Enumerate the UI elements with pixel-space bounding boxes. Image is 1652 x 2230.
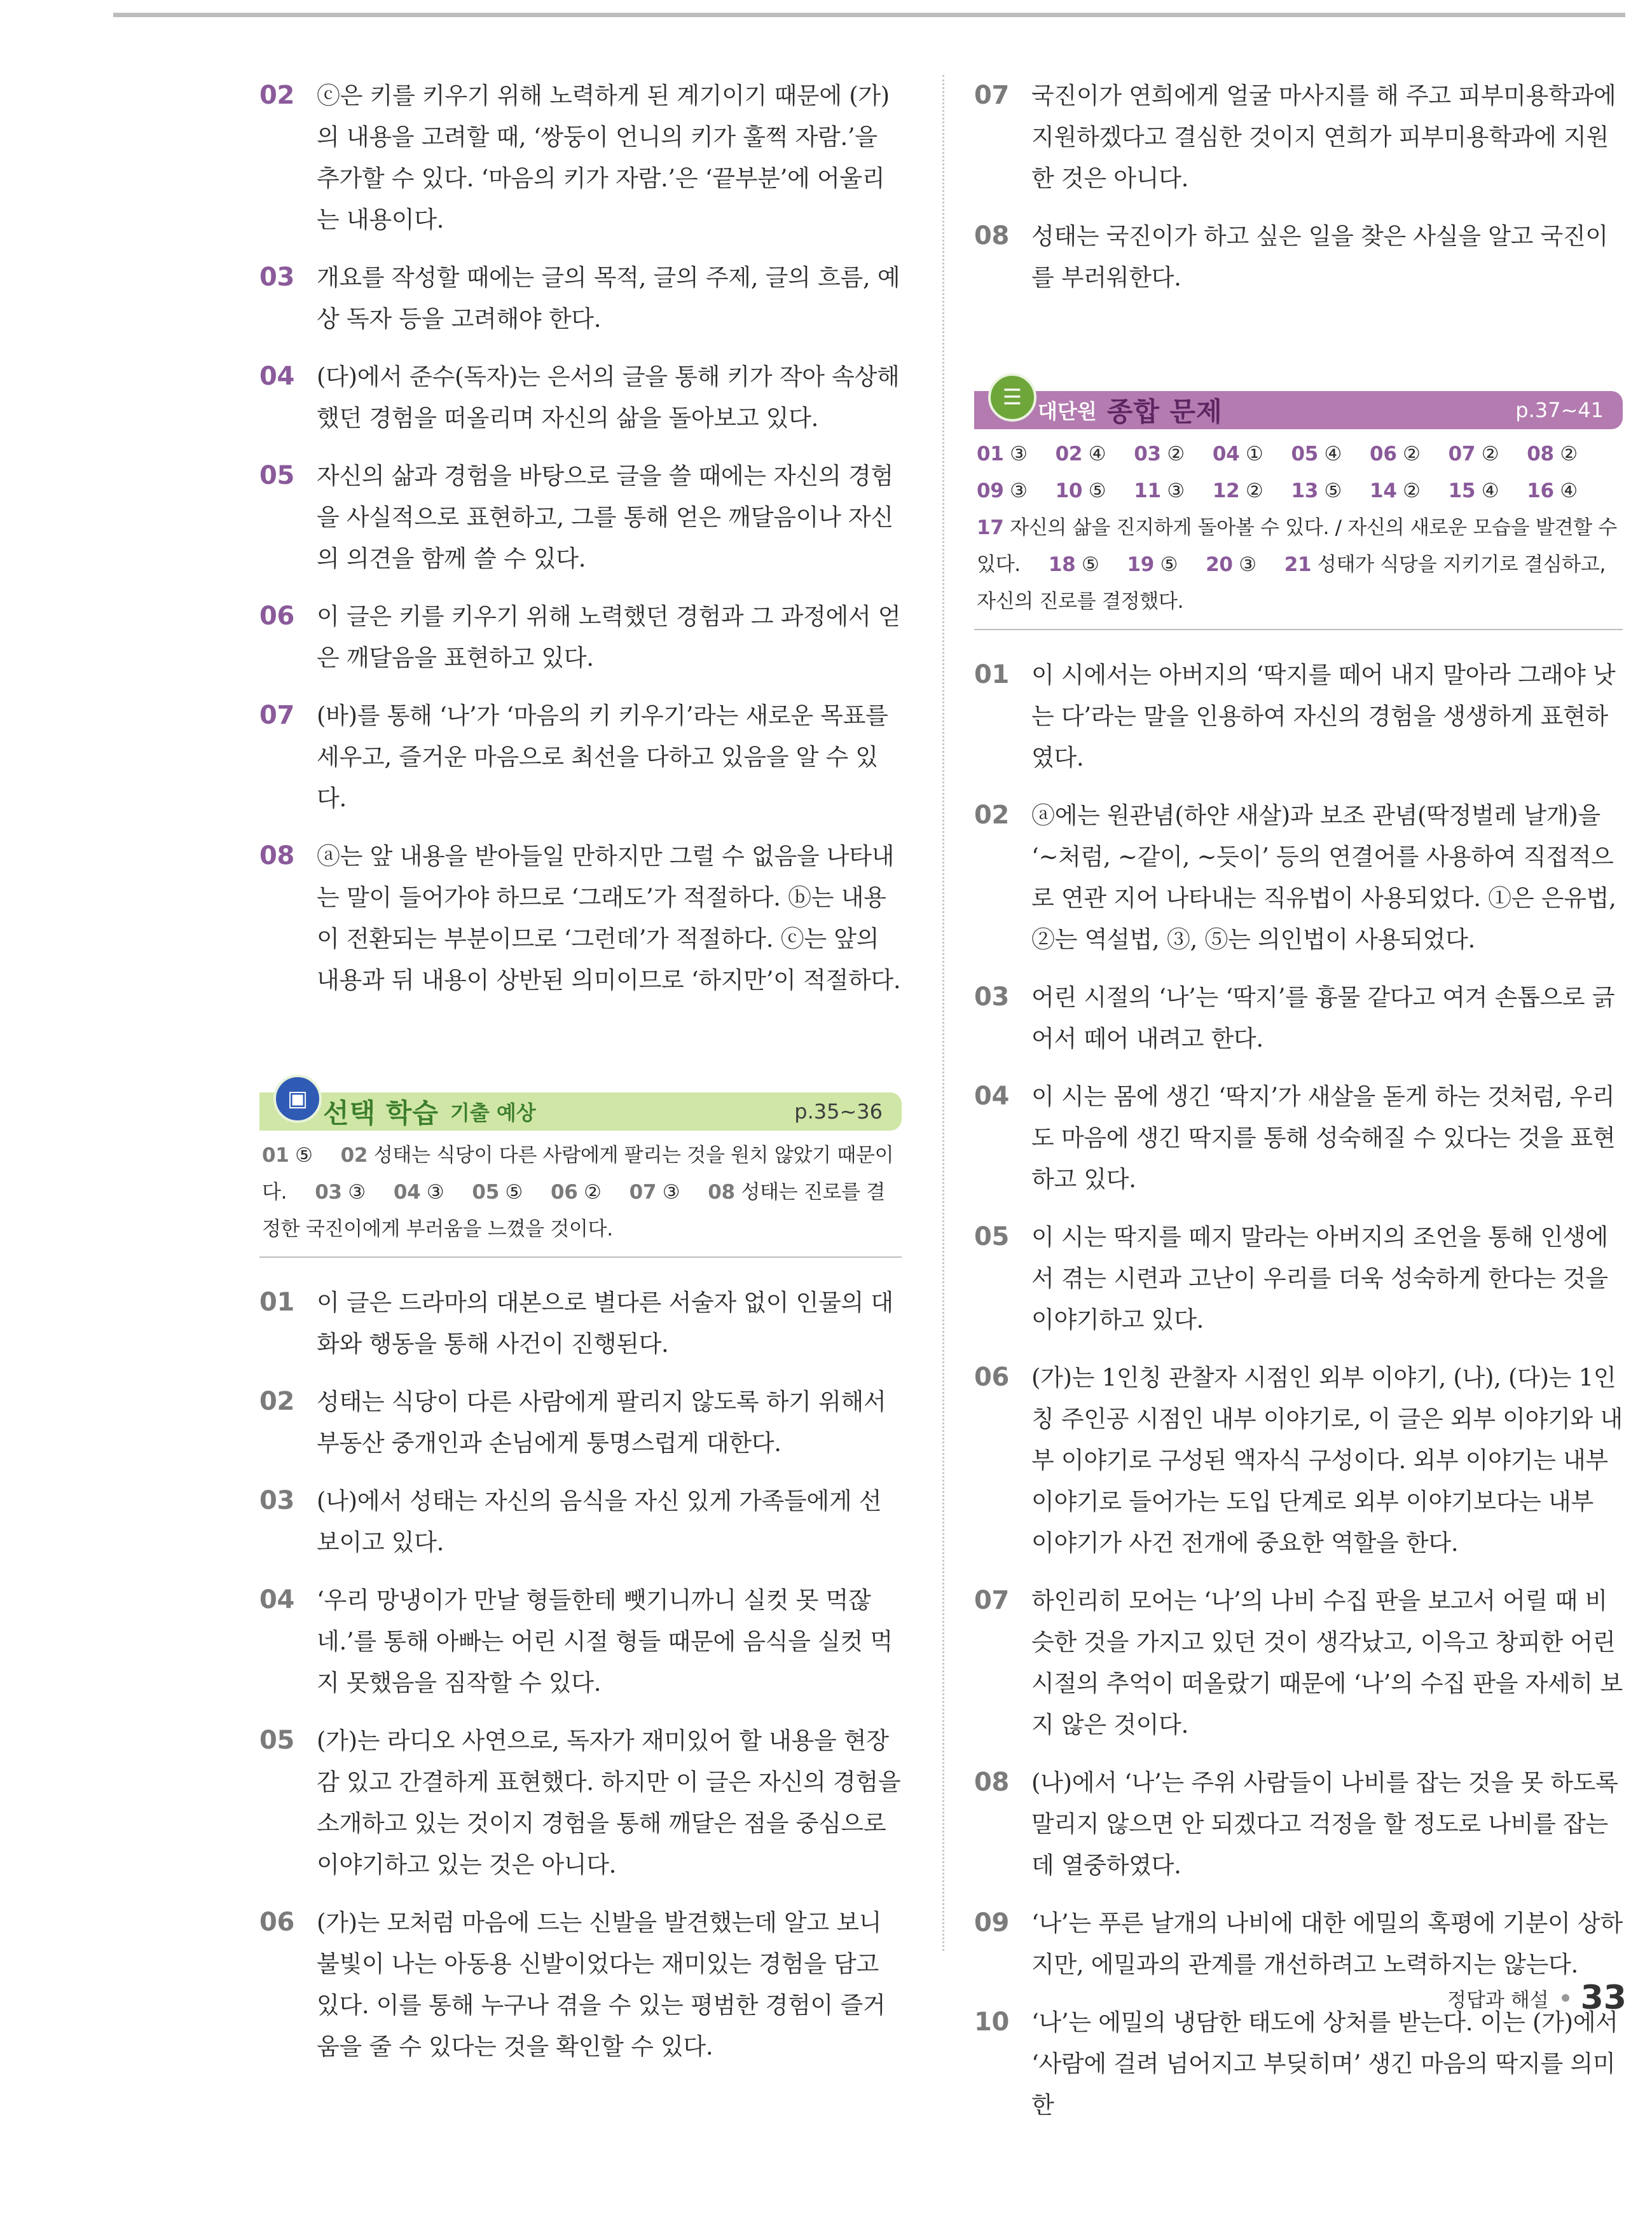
explanation-item bbox=[974, 75, 1623, 199]
explanation-item bbox=[259, 695, 902, 819]
select-study-title: 선택 학습 bbox=[323, 1098, 439, 1129]
page-number: 33 bbox=[1580, 1979, 1627, 2017]
item-number: 07 bbox=[974, 1586, 1010, 1615]
item-text: 성태는 식당이 다른 사람에게 팔리지 않도록 하기 위해서 부동산 중개인과 손님에게 퉁명스럽게 대한다. bbox=[317, 1388, 886, 1457]
item-text: ‘우리 망냉이가 만날 형들한테 뺏기니까니 실컷 못 먹잖네.’를 통해 아빠는 어린 시절 형들 때문에 음식을 실컷 먹지 못했음을 짐작할 수 있다. bbox=[317, 1586, 893, 1697]
item-text: (다)에서 준수(독자)는 은서의 글을 통해 키가 작아 속상해했던 경험을 떠올리며 자신의 삶을 돌아보고 있다. bbox=[317, 363, 900, 432]
item-text: (가)는 라디오 사연으로, 독자가 재미있어 할 내용을 현장감 있고 간결하게 표현했다. 하지만 이 글은 자신의 경험을 소개하고 있는 것이지 경험을 통해 깨달은 점을 중심으로 이야기하고 있는 것은 아니다. bbox=[317, 1727, 901, 1878]
item-number: 04 bbox=[259, 362, 295, 391]
item-text: ‘나’는 에밀의 냉담한 태도에 상처를 받는다. 이는 (가)에서 ‘사람에 걸려 넘어지고 부딪히며’ 생긴 마음의 딱지를 의미한 bbox=[1031, 2009, 1618, 2119]
item-number: 02 bbox=[259, 81, 295, 110]
answer-number: 17 bbox=[977, 516, 1004, 539]
explanation-item bbox=[259, 455, 902, 579]
answer-value: ④ bbox=[1560, 479, 1578, 502]
answer-entry bbox=[1449, 479, 1499, 502]
answer-entry bbox=[630, 1181, 680, 1204]
answer-number: 05 bbox=[1291, 443, 1318, 465]
item-number: 01 bbox=[974, 660, 1010, 689]
answer-value: ① bbox=[1245, 443, 1263, 465]
explanation-item bbox=[974, 1762, 1623, 1886]
explanation-item bbox=[259, 75, 902, 240]
item-number: 04 bbox=[259, 1585, 295, 1614]
item-number: 07 bbox=[259, 701, 295, 730]
answer-number: 06 bbox=[1370, 443, 1397, 465]
answer-entry bbox=[472, 1181, 523, 1204]
answer-entry bbox=[1370, 479, 1421, 502]
answer-value: ③ bbox=[348, 1181, 366, 1204]
page-footer bbox=[1447, 1979, 1627, 2017]
explanation-item bbox=[974, 2002, 1623, 2126]
answer-value: ④ bbox=[1324, 443, 1342, 465]
left-column bbox=[259, 75, 902, 2084]
unit-test-banner bbox=[974, 385, 1623, 429]
answer-entry bbox=[1213, 443, 1263, 465]
explanation-item bbox=[974, 1357, 1623, 1564]
item-number: 07 bbox=[974, 81, 1010, 110]
answer-entry bbox=[1056, 443, 1106, 465]
explanation-item bbox=[974, 216, 1623, 298]
item-number: 03 bbox=[974, 982, 1010, 1012]
answer-value: ⑤ bbox=[505, 1181, 523, 1204]
select-study-pages: p.35~36 bbox=[794, 1099, 883, 1124]
answer-value: ⑤ bbox=[1081, 553, 1099, 576]
item-number: 01 bbox=[259, 1288, 295, 1317]
explanation-item bbox=[259, 836, 902, 1001]
answer-entry bbox=[1206, 553, 1256, 576]
explanation-item bbox=[974, 977, 1623, 1059]
item-text: ‘나’는 푸른 날개의 나비에 대한 에밀의 혹평에 기분이 상하지만, 에밀과의 관계를 개선하려고 노력하지는 않는다. bbox=[1031, 1910, 1623, 1978]
item-number: 08 bbox=[259, 841, 295, 871]
answer-number: 02 bbox=[340, 1144, 368, 1167]
answer-value: ⑤ bbox=[1088, 479, 1106, 502]
item-text: 자신의 삶과 경험을 바탕으로 글을 쓸 때에는 자신의 경험을 사실적으로 표현하고, 그를 통해 얻은 깨달음이나 자신의 의견을 함께 쓸 수 있다. bbox=[317, 462, 893, 572]
answer-entry bbox=[1527, 443, 1578, 465]
answer-entry bbox=[1056, 479, 1106, 502]
footer-dot bbox=[1562, 1994, 1569, 2002]
answer-value: ③ bbox=[426, 1181, 444, 1204]
column-divider bbox=[942, 75, 944, 1951]
select-study-banner bbox=[259, 1086, 902, 1131]
answer-number: 07 bbox=[629, 1181, 657, 1204]
left-top-items bbox=[259, 75, 902, 1001]
item-text: 성태는 국진이가 하고 싶은 일을 찾은 사실을 알고 국진이를 부러워한다. bbox=[1031, 223, 1608, 291]
answer-number: 14 bbox=[1370, 479, 1397, 502]
item-number: 02 bbox=[974, 801, 1010, 830]
item-text: ⓒ은 키를 키우기 위해 노력하게 된 계기이기 때문에 (가)의 내용을 고려할 때, ‘쌍둥이 언니의 키가 훌쩍 자람.’을 추가할 수 있다. ‘마음의 키가 자람.’은 ‘끝부분’에 어울리는 내용이다. bbox=[317, 82, 890, 233]
explanation-item bbox=[259, 356, 902, 439]
item-text: 이 글은 키를 키우기 위해 노력했던 경험과 그 과정에서 얻은 깨달음을 표현하고 있다. bbox=[317, 603, 901, 671]
answer-number: 11 bbox=[1134, 479, 1161, 502]
answer-entry bbox=[1213, 479, 1263, 502]
item-text: 이 글은 드라마의 대본으로 별다른 서술자 없이 인물의 대화와 행동을 통해 사건이 진행된다. bbox=[317, 1289, 893, 1358]
answer-entry bbox=[1134, 479, 1185, 502]
answer-value: ③ bbox=[662, 1181, 680, 1204]
answer-number: 04 bbox=[1212, 443, 1240, 465]
explanation-item bbox=[974, 1076, 1623, 1200]
answer-value: ② bbox=[584, 1181, 602, 1204]
explanation-item bbox=[259, 1902, 902, 2067]
unit-items bbox=[974, 654, 1623, 2126]
answer-number: 08 bbox=[1527, 443, 1554, 465]
item-number: 04 bbox=[974, 1082, 1010, 1111]
answer-entry bbox=[1049, 553, 1099, 576]
answer-number: 08 bbox=[708, 1181, 735, 1204]
answer-number: 03 bbox=[315, 1181, 342, 1204]
answer-value: ③ bbox=[1239, 553, 1256, 576]
item-text: (바)를 통해 ‘나’가 ‘마음의 키 키우기’라는 새로운 목표를 세우고, 즐거운 마음으로 최선을 다하고 있음을 알 수 있다. bbox=[317, 702, 888, 812]
right-top-items bbox=[974, 75, 1623, 298]
explanation-item bbox=[259, 1480, 902, 1563]
chat-icon: ☰ bbox=[988, 373, 1036, 422]
answer-number: 03 bbox=[1134, 443, 1161, 465]
select-study-subtitle: 기출 예상 bbox=[450, 1101, 536, 1125]
item-number: 02 bbox=[259, 1387, 295, 1416]
item-text: 이 시는 딱지를 떼지 말라는 아버지의 조언을 통해 인생에서 겪는 시련과 고난이 우리를 더욱 성숙하게 한다는 것을 이야기하고 있다. bbox=[1031, 1223, 1608, 1333]
answer-number: 16 bbox=[1527, 479, 1554, 502]
answer-value: ⑤ bbox=[295, 1144, 313, 1167]
item-text: ⓐ에는 원관념(하얀 새살)과 보조 관념(딱정벌레 날개)을 ‘~처럼, ~같이, ~듯이’ 등의 연결어를 사용하여 직접적으로 연관 지어 나타내는 직유법이 사용되었다. ①은 은유법, ②는 역설법, ③, ⑤는 의인법이 사용되었다. bbox=[1031, 802, 1616, 953]
explanation-item bbox=[974, 1216, 1623, 1340]
answer-value: ③ bbox=[1010, 479, 1028, 502]
item-number: 08 bbox=[974, 221, 1010, 251]
answer-value: ④ bbox=[1088, 443, 1106, 465]
answer-number: 10 bbox=[1055, 479, 1083, 502]
answer-number: 21 bbox=[1284, 553, 1312, 576]
answer-value: 자신의 삶을 진지하게 돌아볼 수 있다. / 자신의 새로운 모습을 발견할 수 있다. bbox=[977, 516, 1617, 576]
item-text: 개요를 작성할 때에는 글의 목적, 글의 주제, 글의 흐름, 예상 독자 등을 고려해야 한다. bbox=[317, 264, 900, 333]
answer-value: 성태가 식당을 지키기로 결심하고, 자신의 진로를 결정했다. bbox=[977, 553, 1606, 613]
answer-entry bbox=[1527, 479, 1578, 502]
answer-value: ③ bbox=[1167, 479, 1185, 502]
answer-entry bbox=[262, 1144, 313, 1167]
item-text: (나)에서 ‘나’는 주위 사람들이 나비를 잡는 것을 못 하도록 말리지 않으면 안 되겠다고 걱정을 할 정도로 나비를 잡는 데 열중하였다. bbox=[1031, 1769, 1618, 1879]
answer-value: ② bbox=[1560, 443, 1578, 465]
answer-value: 성태는 식당이 다른 사람에게 팔리는 것을 원치 않았기 때문이다. bbox=[262, 1144, 894, 1204]
item-number: 05 bbox=[259, 1726, 295, 1755]
answer-number: 20 bbox=[1206, 553, 1233, 576]
answer-value: ② bbox=[1403, 479, 1421, 502]
unit-test-title: 종합 문제 bbox=[1106, 396, 1223, 427]
item-text: 이 시는 몸에 생긴 ‘딱지’가 새살을 돋게 하는 것처럼, 우리도 마음에 생긴 딱지를 통해 성숙해질 수 있다는 것을 표현하고 있다. bbox=[1031, 1083, 1616, 1193]
item-text: 어린 시절의 ‘나’는 ‘딱지’를 흉물 같다고 여겨 손톱으로 긁어서 떼어 내려고 한다. bbox=[1031, 984, 1615, 1052]
answer-entry bbox=[977, 443, 1028, 465]
item-number: 03 bbox=[259, 1486, 295, 1515]
answer-value: ② bbox=[1481, 443, 1499, 465]
right-column bbox=[974, 75, 1623, 2142]
answer-entry bbox=[394, 1181, 444, 1204]
answer-number: 06 bbox=[551, 1181, 578, 1204]
footer-label: 정답과 해설 bbox=[1447, 1988, 1549, 2012]
answer-number: 04 bbox=[393, 1181, 421, 1204]
answer-entry bbox=[977, 479, 1028, 502]
unit-test-pre: 대단원 bbox=[1038, 399, 1097, 423]
answer-number: 07 bbox=[1448, 443, 1476, 465]
answer-entry bbox=[1127, 553, 1178, 576]
explanation-item bbox=[974, 795, 1623, 960]
book-icon: ▣ bbox=[273, 1075, 322, 1123]
answer-entry bbox=[551, 1181, 602, 1204]
answer-value: ③ bbox=[1010, 443, 1028, 465]
explanation-item bbox=[974, 654, 1623, 778]
answer-number: 19 bbox=[1127, 553, 1155, 576]
answer-number: 15 bbox=[1448, 479, 1476, 502]
item-text: ⓐ는 앞 내용을 받아들일 만하지만 그럴 수 없음을 나타내는 말이 들어가야 하므로 ‘그래도’가 적절하다. ⓑ는 내용이 전환되는 부분이므로 ‘그런데’가 적절하다. ⓒ는 앞의 내용과 뒤 내용이 상반된 의미이므로 ‘하지만’이 적절하다. bbox=[317, 843, 901, 994]
answer-number: 09 bbox=[977, 479, 1004, 502]
unit-answer-key bbox=[974, 429, 1623, 630]
unit-test-pages: p.37~41 bbox=[1515, 398, 1604, 422]
item-text: (가)는 1인칭 관찰자 시점인 외부 이야기, (나), (다)는 1인칭 주인공 시점인 내부 이야기로, 이 글은 외부 이야기와 내부 이야기로 구성된 액자식 구성이다. 외부 이야기는 내부 이야기로 들어가는 도입 단계로 외부 이야기보다는 내부 이야기가 사건 전개에 중요한 역할을 한다. bbox=[1031, 1364, 1623, 1557]
answer-number: 05 bbox=[472, 1181, 499, 1204]
item-number: 03 bbox=[259, 263, 295, 292]
answer-number: 01 bbox=[977, 443, 1004, 465]
answer-value: ② bbox=[1167, 443, 1185, 465]
top-rule bbox=[113, 13, 1625, 17]
answer-entry bbox=[1291, 479, 1342, 502]
answer-value: ② bbox=[1245, 479, 1263, 502]
item-number: 05 bbox=[974, 1222, 1010, 1251]
explanation-item bbox=[259, 596, 902, 678]
answer-number: 01 bbox=[262, 1144, 289, 1167]
item-number: 10 bbox=[974, 2007, 1010, 2037]
answer-entry bbox=[1291, 443, 1342, 465]
answer-value: 성태는 진로를 결정한 국진이에게 부러움을 느꼈을 것이다. bbox=[262, 1181, 885, 1241]
explanation-item bbox=[259, 1282, 902, 1365]
answer-value: ⑤ bbox=[1160, 553, 1178, 576]
item-number: 08 bbox=[974, 1768, 1010, 1797]
select-answer-key bbox=[259, 1131, 902, 1258]
item-text: (가)는 모처럼 마음에 드는 신발을 발견했는데 알고 보니 불빛이 나는 아동용 신발이었다는 재미있는 경험을 담고 있다. 이를 통해 누구나 겪을 수 있는 평범한 경험이 즐거움을 줄 수 있다는 것을 확인할 수 있다. bbox=[317, 1909, 886, 2060]
item-text: 이 시에서는 아버지의 ‘딱지를 떼어 내지 말아라 그래야 낫는 다’라는 말을 인용하여 자신의 경험을 생생하게 표현하였다. bbox=[1031, 661, 1616, 771]
answer-entry bbox=[1449, 443, 1499, 465]
answer-entry bbox=[315, 1181, 366, 1204]
explanation-item bbox=[259, 1720, 902, 1885]
item-number: 06 bbox=[259, 602, 295, 631]
item-text: 하인리히 모어는 ‘나’의 나비 수집 판을 보고서 어릴 때 비슷한 것을 가지고 있던 것이 생각났고, 이윽고 창피한 어린 시절의 추억이 떠올랐기 때문에 ‘나’의 수집 판을 자세히 보지 않은 것이다. bbox=[1031, 1587, 1623, 1738]
answer-value: ④ bbox=[1481, 479, 1499, 502]
item-text: (나)에서 성태는 자신의 음식을 자신 있게 가족들에게 선보이고 있다. bbox=[317, 1487, 882, 1556]
answer-value: ⑤ bbox=[1324, 479, 1342, 502]
answer-number: 13 bbox=[1291, 479, 1318, 502]
answer-value: ② bbox=[1403, 443, 1421, 465]
explanation-item bbox=[259, 1381, 902, 1464]
answer-number: 02 bbox=[1055, 443, 1083, 465]
answer-number: 18 bbox=[1048, 553, 1076, 576]
select-items bbox=[259, 1282, 902, 2067]
answer-entry bbox=[1370, 443, 1421, 465]
explanation-item bbox=[259, 1580, 902, 1703]
explanation-item bbox=[259, 257, 902, 340]
item-text: 국진이가 연희에게 얼굴 마사지를 해 주고 피부미용학과에 지원하겠다고 결심한 것이지 연희가 피부미용학과에 지원한 것은 아니다. bbox=[1031, 82, 1616, 192]
explanation-item bbox=[974, 1903, 1623, 1985]
answer-entry bbox=[1134, 443, 1185, 465]
explanation-item bbox=[974, 1580, 1623, 1745]
item-number: 09 bbox=[974, 1908, 1010, 1937]
item-number: 05 bbox=[259, 461, 295, 490]
item-number: 06 bbox=[259, 1908, 295, 1937]
answer-number: 12 bbox=[1212, 479, 1240, 502]
item-number: 06 bbox=[974, 1363, 1010, 1392]
